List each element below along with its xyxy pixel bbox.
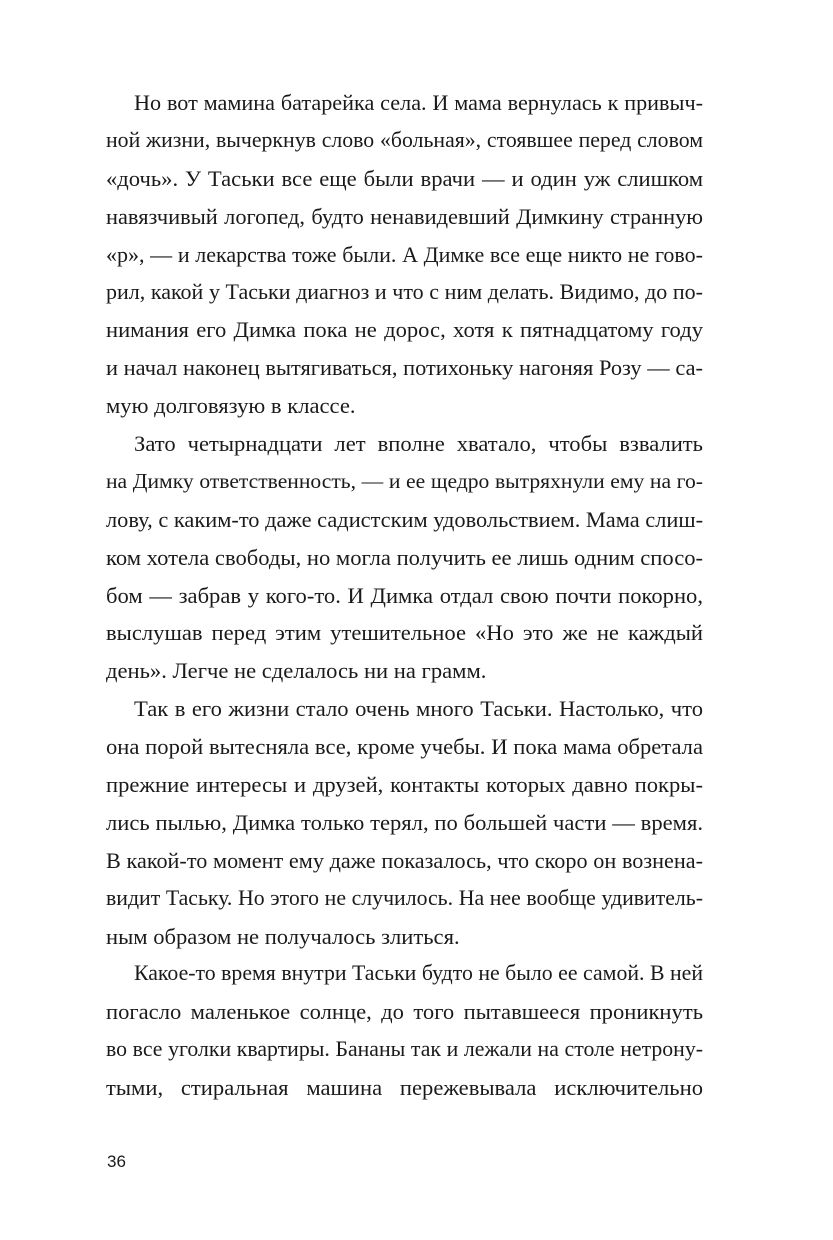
text-line: ной жизни, вычеркнув слово «больная», стоявшее перед словом [106,127,703,152]
text-line: бом — забрав у кого-то. И Димка отдал свою почти покорно, [106,582,703,608]
text-line: навязчивый логопед, будто ненавидевший Димкину странную [106,203,703,229]
text-line: Но вот мамина батарейка села. И мама вернулась к привыч- [134,90,703,115]
text-line: Так в его жизни стало очень много Таськи. Настолько, что [134,696,703,722]
text-line: лову, с каким-то даже садистским удовольствием. Мама слиш- [106,506,704,532]
text-line: Какое-то время внутри Таськи будто не было ее самой. В ней [134,961,703,986]
text-line: рил, какой у Таськи диагноз и что с ним делать. Видимо, до по- [106,279,703,305]
text-line: «дочь». У Таськи все еще были врачи — и один уж слишком [106,165,703,191]
text-line: день». Легче не сделалось ни на грамм. [106,658,487,684]
text-line: ком хотела свободы, но могла получить ее лишь одним спосо- [106,544,704,570]
text-line: нимания его Димка пока не дорос, хотя к пятнадцатому году [106,317,703,343]
text-line: «р», — и лекарства тоже были. А Димке все еще никто не гово- [106,241,703,267]
text-line: Зато четырнадцати лет вполне хватало, чтобы взвалить [134,431,703,457]
text-line: выслушав перед этим утешительное «Но это же не каждый [106,620,703,646]
text-line: и начал наконец вытягиваться, потихоньку нагоняя Розу — са- [106,355,703,381]
text-line: видит Таську. Но этого не случилось. На нее вообще удивитель- [106,885,703,910]
text-line: лись пылью, Димка только терял, по большей части — время. [106,809,703,835]
body-text [106,84,703,1107]
paragraph-3 [106,690,703,955]
text-line: прежние интересы и друзей, контакты которых давно покры- [106,772,703,798]
text-line: тыми, стиральная машина пережевывала исключительно [106,1075,703,1101]
text-line: она порой вытесняла все, кроме учебы. И пока мама обретала [106,734,703,760]
text-line: В какой-то момент ему даже показалось, что скоро он вознена- [106,847,703,873]
paragraph-4 [106,955,703,1107]
text-line: во все уголки квартиры. Бананы так и лежали на столе нетрону- [106,1037,703,1062]
paragraph-1 [106,84,703,425]
text-line: мую долговязую в классе. [106,393,356,419]
text-line: погасло маленькое солнце, до того пытавшееся проникнуть [106,999,703,1025]
paragraph-2 [106,425,703,690]
text-line: на Димку ответственность, — и ее щедро вытряхнули ему на го- [106,468,703,493]
text-line: ным образом не получалось злиться. [106,923,460,949]
page-number: 36 [107,1152,126,1171]
